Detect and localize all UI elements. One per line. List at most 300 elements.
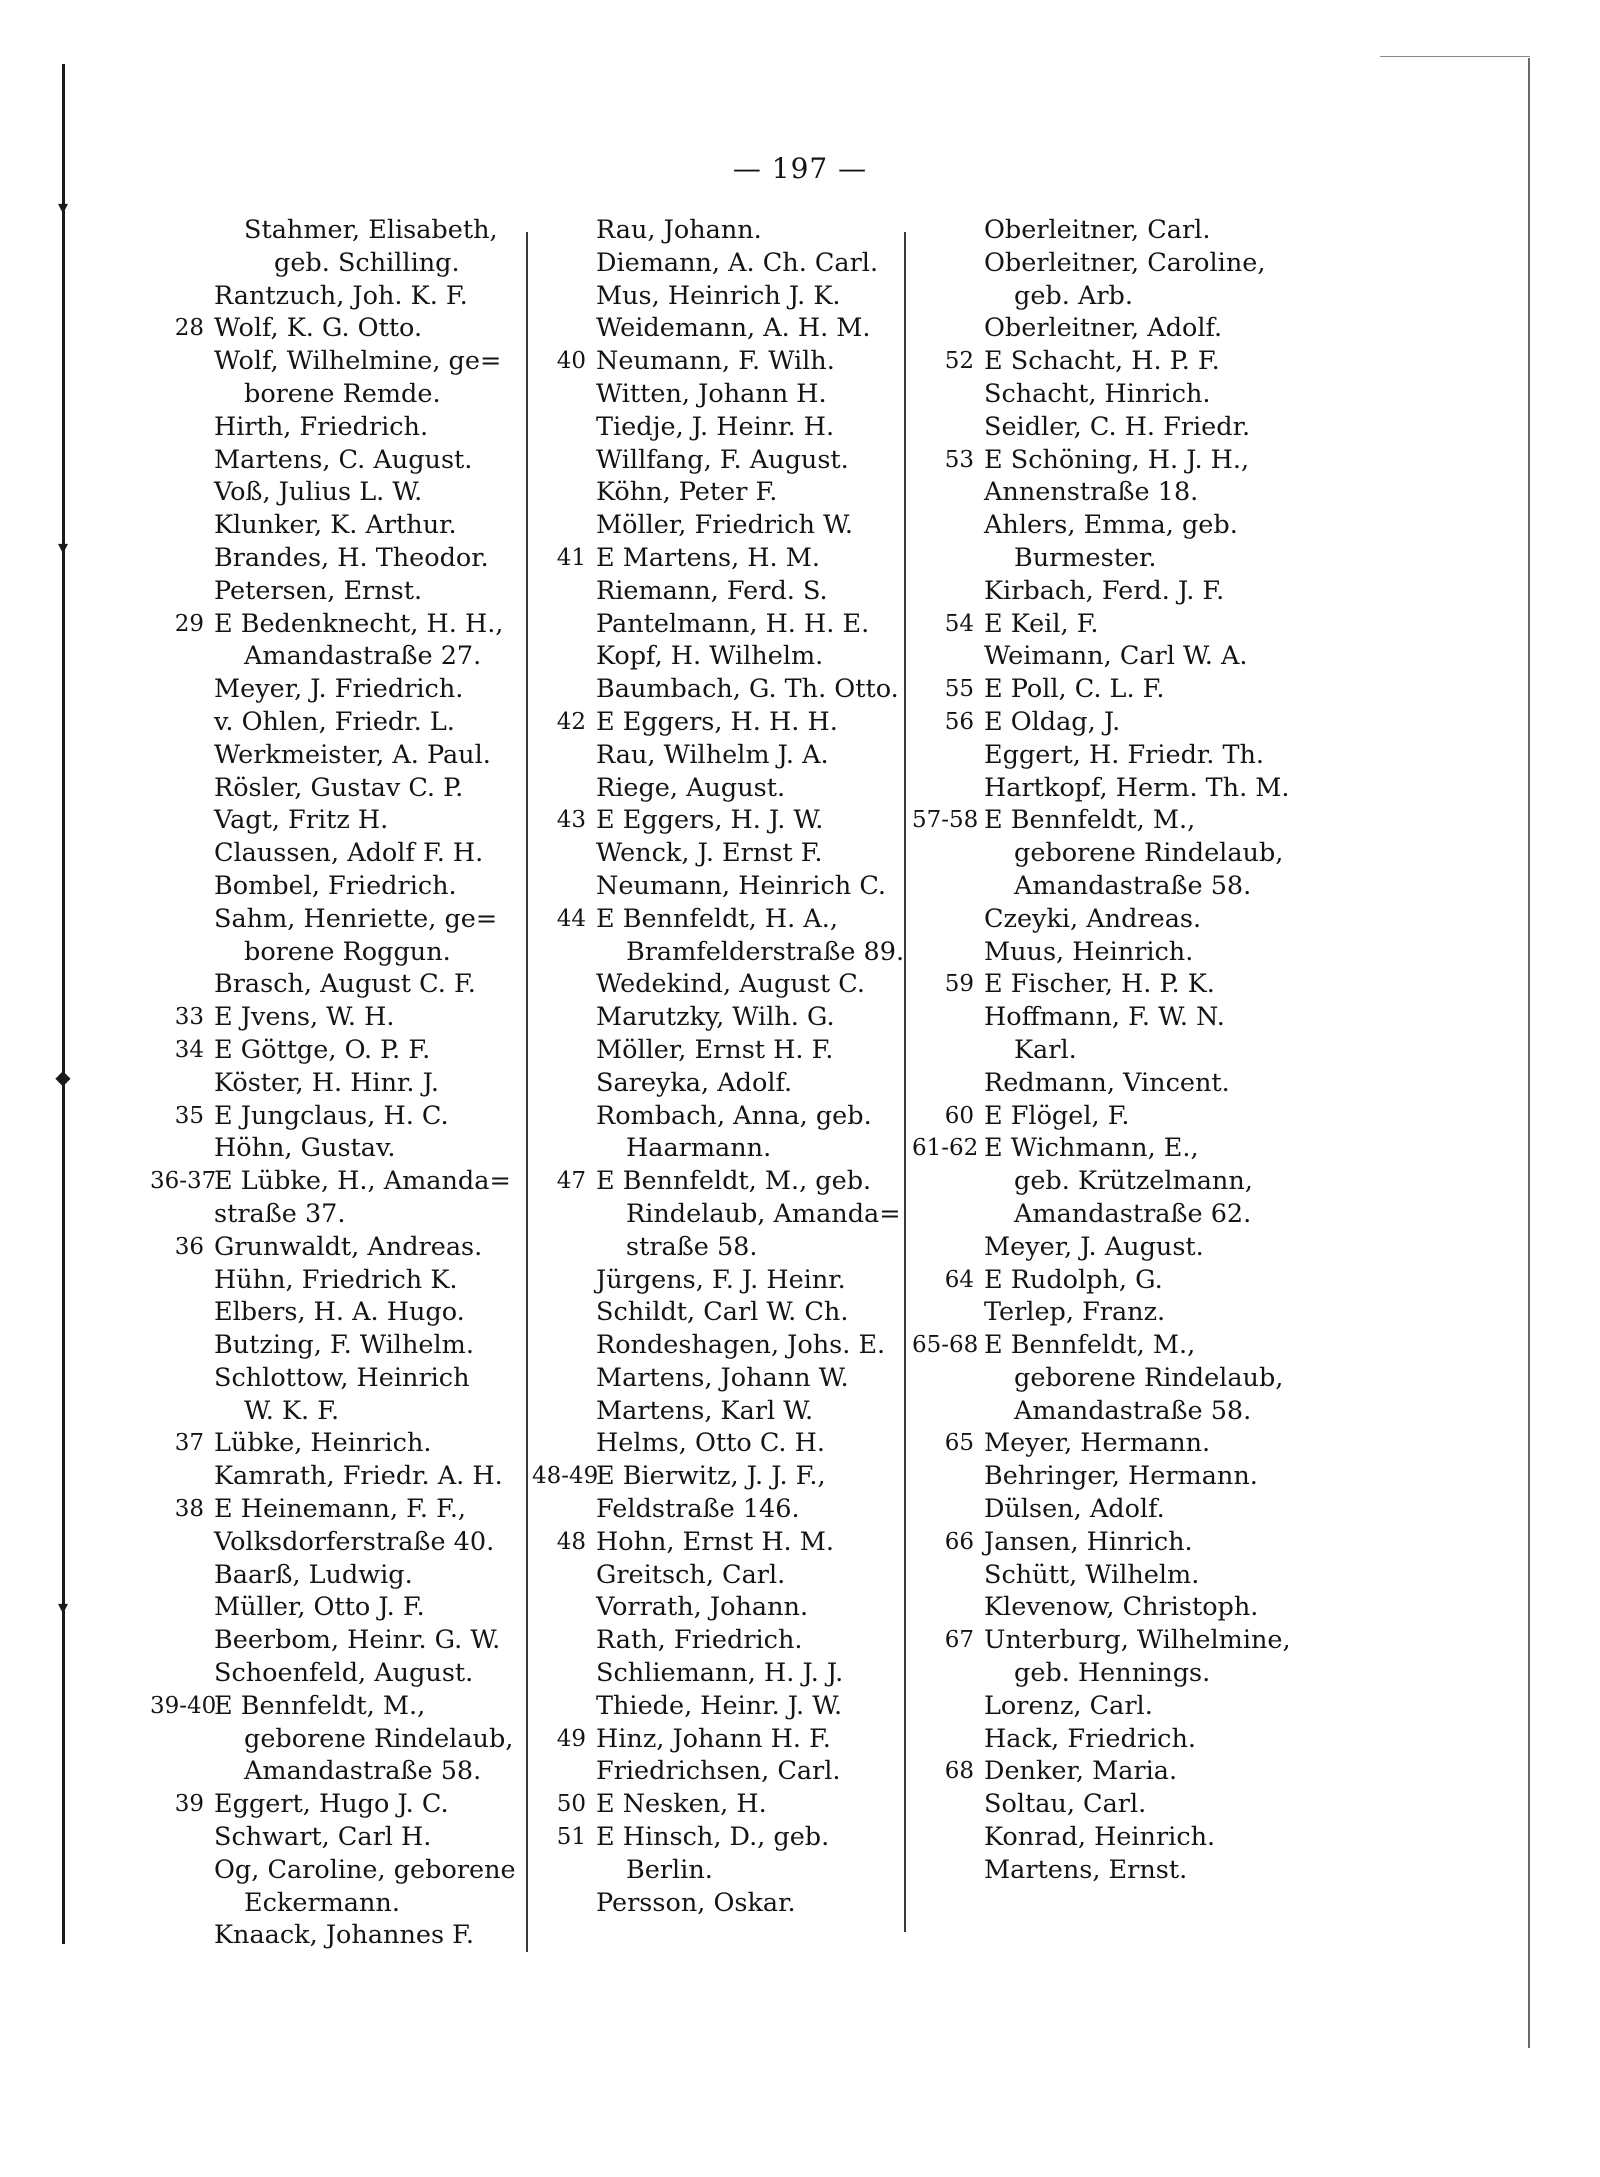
directory-entry	[150, 1132, 540, 1165]
directory-entry	[150, 608, 540, 641]
resident-name: Willfang, F. August.	[596, 444, 849, 475]
directory-entry	[150, 1919, 540, 1952]
resident-name: E Martens, H. M.	[596, 542, 820, 573]
resident-name: Amandastraße 62.	[1014, 1198, 1252, 1229]
directory-entry	[912, 640, 1312, 673]
directory-entry	[532, 1067, 912, 1100]
resident-name: E Oldag, J.	[984, 706, 1121, 737]
directory-entry	[912, 1067, 1312, 1100]
directory-entry	[150, 312, 540, 345]
resident-name: Wedekind, August C.	[596, 969, 865, 1000]
resident-name: Köhn, Peter F.	[596, 477, 778, 508]
resident-name: Vorrath, Johann.	[596, 1592, 809, 1623]
directory-entry	[532, 476, 912, 509]
resident-name: Soltau, Carl.	[984, 1789, 1147, 1820]
resident-name: Meyer, J. Friedrich.	[214, 674, 464, 705]
directory-entry	[532, 1395, 912, 1428]
binding-bullet-icon: ◆	[55, 1065, 71, 1089]
directory-entry	[912, 1460, 1312, 1493]
directory-entry	[532, 280, 912, 313]
directory-entry	[912, 837, 1312, 870]
directory-entry	[912, 378, 1312, 411]
directory-entry	[150, 936, 540, 969]
directory-entry	[150, 214, 540, 247]
directory-entry	[150, 1395, 540, 1428]
directory-entry	[532, 870, 912, 903]
resident-name: Baarß, Ludwig.	[214, 1559, 413, 1590]
directory-entry	[532, 837, 912, 870]
resident-name: E Göttge, O. P. F.	[214, 1034, 431, 1065]
directory-entry	[532, 1493, 912, 1526]
house-number: 37	[174, 1430, 204, 1457]
directory-entry	[150, 1001, 540, 1034]
house-number: 53	[944, 446, 974, 473]
directory-entry	[912, 1591, 1312, 1624]
resident-name: Schoenfeld, August.	[214, 1658, 474, 1689]
resident-name: Wolf, Wilhelmine, ge=	[214, 346, 502, 377]
resident-name: Köster, H. Hinr. J.	[214, 1067, 439, 1098]
resident-name: Hirth, Friedrich.	[214, 411, 429, 442]
resident-name: E Bennfeldt, H. A.,	[596, 903, 838, 934]
directory-entry	[150, 345, 540, 378]
directory-entry	[912, 1427, 1312, 1460]
house-number: 60	[944, 1102, 974, 1129]
directory-entry	[912, 673, 1312, 706]
resident-name: geb. Schilling.	[274, 247, 460, 278]
resident-name: Rau, Johann.	[596, 215, 762, 245]
resident-name: Thiede, Heinr. J. W.	[596, 1690, 843, 1721]
resident-name: Oberleitner, Carl.	[984, 215, 1211, 245]
resident-name: Konrad, Heinrich.	[984, 1822, 1216, 1853]
resident-name: Elbers, H. A. Hugo.	[214, 1297, 465, 1328]
resident-name: Beerbom, Heinr. G. W.	[214, 1625, 501, 1656]
resident-name: Burmester.	[1014, 542, 1157, 573]
directory-entry	[532, 1755, 912, 1788]
directory-entry	[912, 968, 1312, 1001]
resident-name: E Rudolph, G.	[984, 1264, 1163, 1295]
resident-name: Sahm, Henriette, ge=	[214, 903, 498, 934]
resident-name: Klevenow, Christoph.	[984, 1592, 1259, 1623]
directory-entry	[532, 1624, 912, 1657]
resident-name: E Flögel, F.	[984, 1100, 1130, 1131]
resident-name: Rondeshagen, Johs. E.	[596, 1330, 886, 1361]
directory-entry	[532, 804, 912, 837]
resident-name: Denker, Maria.	[984, 1756, 1178, 1787]
directory-entry	[912, 1296, 1312, 1329]
directory-entry	[532, 1100, 912, 1133]
directory-entry	[532, 1001, 912, 1034]
resident-name: Möller, Friedrich W.	[596, 510, 853, 541]
resident-name: geborene Rindelaub,	[1014, 838, 1284, 869]
page-header: — 197 —	[732, 152, 868, 185]
resident-name: Redmann, Vincent.	[984, 1067, 1230, 1098]
resident-name: Muus, Heinrich.	[984, 936, 1194, 967]
resident-name: Schwart, Carl H.	[214, 1822, 432, 1853]
directory-entry	[150, 1887, 540, 1920]
directory-entry	[532, 739, 912, 772]
directory-entry	[912, 509, 1312, 542]
directory-entry	[150, 1526, 540, 1559]
directory-entry	[912, 280, 1312, 313]
resident-name: Bombel, Friedrich.	[214, 870, 457, 901]
binding-arrow-icon: ▾	[57, 1595, 69, 1619]
directory-entry	[150, 640, 540, 673]
directory-entry	[532, 1264, 912, 1297]
directory-entry	[150, 1296, 540, 1329]
directory-entry	[532, 345, 912, 378]
resident-name: Feldstraße 146.	[596, 1494, 800, 1525]
directory-entry	[532, 1231, 912, 1264]
house-number: 48-49	[532, 1463, 599, 1490]
house-number: 66	[944, 1528, 974, 1555]
directory-entry	[150, 870, 540, 903]
resident-name: Wenck, J. Ernst F.	[596, 838, 823, 869]
directory-entry	[150, 1624, 540, 1657]
house-number: 28	[174, 315, 204, 342]
address-column-3	[912, 214, 1312, 1887]
resident-name: Schütt, Wilhelm.	[984, 1559, 1200, 1590]
resident-name: Müller, Otto J. F.	[214, 1592, 425, 1623]
resident-name: Vagt, Fritz H.	[214, 805, 389, 836]
resident-name: E Fischer, H. P. K.	[984, 969, 1215, 1000]
resident-name: Ahlers, Emma, geb.	[984, 510, 1238, 541]
resident-name: E Schöning, H. J. H.,	[984, 444, 1250, 475]
resident-name: Og, Caroline, geborene	[214, 1854, 516, 1885]
directory-entry	[912, 936, 1312, 969]
house-number: 47	[556, 1168, 586, 1195]
binding-edge	[62, 64, 65, 1944]
directory-entry	[150, 1100, 540, 1133]
directory-entry	[912, 312, 1312, 345]
resident-name: Schacht, Hinrich.	[984, 378, 1211, 409]
resident-name: Butzing, F. Wilhelm.	[214, 1330, 474, 1361]
resident-name: E Bierwitz, J. J. F.,	[596, 1461, 826, 1492]
directory-entry	[150, 476, 540, 509]
house-number: 36	[174, 1233, 204, 1260]
resident-name: E Lübke, H., Amanda=	[214, 1166, 511, 1197]
directory-entry	[912, 870, 1312, 903]
directory-entry	[150, 1198, 540, 1231]
resident-name: Dülsen, Adolf.	[984, 1494, 1165, 1525]
resident-name: Weidemann, A. H. M.	[596, 313, 871, 344]
directory-entry	[150, 1591, 540, 1624]
house-number: 44	[556, 905, 586, 932]
directory-entry	[150, 1165, 540, 1198]
resident-name: E Bennfeldt, M.,	[984, 1330, 1196, 1361]
directory-entry	[150, 411, 540, 444]
resident-name: Meyer, J. August.	[984, 1231, 1204, 1262]
resident-name: Riemann, Ferd. S.	[596, 575, 828, 606]
resident-name: Rombach, Anna, geb.	[596, 1100, 872, 1131]
resident-name: Hinz, Johann H. F.	[596, 1723, 831, 1754]
directory-entry	[532, 936, 912, 969]
directory-entry	[150, 673, 540, 706]
house-number: 35	[174, 1102, 204, 1129]
resident-name: Weimann, Carl W. A.	[984, 641, 1248, 672]
directory-entry	[532, 1821, 912, 1854]
directory-entry	[150, 1362, 540, 1395]
directory-entry	[532, 903, 912, 936]
directory-entry	[912, 214, 1312, 247]
directory-entry	[912, 608, 1312, 641]
resident-name: Martens, Karl W.	[596, 1395, 814, 1426]
directory-entry	[532, 1887, 912, 1920]
resident-name: Oberleitner, Caroline,	[984, 247, 1266, 278]
resident-name: Wolf, K. G. Otto.	[214, 313, 423, 344]
directory-entry	[912, 542, 1312, 575]
resident-name: Baumbach, G. Th. Otto.	[596, 674, 899, 705]
directory-entry	[912, 1198, 1312, 1231]
resident-name: Kopf, H. Wilhelm.	[596, 641, 824, 672]
resident-name: Schildt, Carl W. Ch.	[596, 1297, 849, 1328]
resident-name: Mus, Heinrich J. K.	[596, 280, 841, 311]
house-number: 51	[556, 1824, 586, 1851]
house-number: 38	[174, 1496, 204, 1523]
binding-arrow-icon: ▾	[57, 195, 69, 219]
resident-name: Schlottow, Heinrich	[214, 1362, 470, 1393]
resident-name: straße 58.	[626, 1231, 758, 1262]
resident-name: Seidler, C. H. Friedr.	[984, 411, 1251, 442]
house-number: 55	[944, 676, 974, 703]
directory-entry	[912, 1723, 1312, 1756]
resident-name: E Keil, F.	[984, 608, 1099, 639]
resident-name: Rath, Friedrich.	[596, 1625, 803, 1656]
house-number: 40	[556, 348, 586, 375]
resident-name: E Schacht, H. P. F.	[984, 346, 1220, 377]
resident-name: Martens, Ernst.	[984, 1854, 1188, 1885]
resident-name: Brasch, August C. F.	[214, 969, 476, 1000]
resident-name: Neumann, Heinrich C.	[596, 870, 887, 901]
resident-name: Voß, Julius L. W.	[214, 477, 423, 508]
directory-entry	[150, 1264, 540, 1297]
directory-entry	[150, 837, 540, 870]
directory-entry	[532, 640, 912, 673]
directory-entry	[912, 804, 1312, 837]
resident-name: Rösler, Gustav C. P.	[214, 772, 464, 803]
directory-entry	[150, 1493, 540, 1526]
house-number: 29	[174, 610, 204, 637]
resident-name: Lorenz, Carl.	[984, 1690, 1153, 1721]
directory-entry	[532, 1132, 912, 1165]
directory-entry	[912, 772, 1312, 805]
house-number: 50	[556, 1791, 586, 1818]
resident-name: Persson, Oskar.	[596, 1887, 796, 1918]
directory-entry	[912, 1100, 1312, 1133]
house-number: 42	[556, 708, 586, 735]
resident-name: Höhn, Gustav.	[214, 1133, 396, 1164]
resident-name: Meyer, Hermann.	[984, 1428, 1211, 1459]
directory-entry	[532, 673, 912, 706]
directory-entry	[150, 903, 540, 936]
house-number: 39	[174, 1791, 204, 1818]
house-number: 48	[556, 1528, 586, 1555]
directory-entry	[150, 1755, 540, 1788]
directory-entry	[150, 280, 540, 313]
resident-name: Lübke, Heinrich.	[214, 1428, 432, 1459]
resident-name: Klunker, K. Arthur.	[214, 510, 457, 541]
resident-name: borene Roggun.	[244, 936, 451, 967]
directory-entry	[532, 1591, 912, 1624]
resident-name: Rantzuch, Joh. K. F.	[214, 280, 468, 311]
directory-entry	[150, 804, 540, 837]
resident-name: E Nesken, H.	[596, 1789, 767, 1820]
resident-name: E Bedenknecht, H. H.,	[214, 608, 504, 639]
directory-entry	[532, 1690, 912, 1723]
directory-entry	[912, 1165, 1312, 1198]
directory-entry	[150, 247, 540, 280]
directory-entry	[532, 968, 912, 1001]
resident-name: Martens, C. August.	[214, 444, 473, 475]
directory-entry	[912, 706, 1312, 739]
directory-entry	[912, 1132, 1312, 1165]
resident-name: E Bennfeldt, M.,	[214, 1690, 426, 1721]
directory-entry	[912, 1526, 1312, 1559]
house-number: 41	[556, 544, 586, 571]
resident-name: Diemann, A. Ch. Carl.	[596, 247, 879, 278]
directory-entry	[532, 1788, 912, 1821]
resident-name: geb. Krützelmann,	[1014, 1166, 1253, 1197]
directory-entry	[912, 411, 1312, 444]
resident-name: Czeyki, Andreas.	[984, 903, 1202, 934]
resident-name: straße 37.	[214, 1198, 346, 1229]
resident-name: Amandastraße 58.	[1014, 870, 1252, 901]
resident-name: E Poll, C. L. F.	[984, 674, 1165, 705]
resident-name: Rindelaub, Amanda=	[626, 1198, 901, 1229]
address-column-2	[532, 214, 912, 1919]
directory-entry	[150, 706, 540, 739]
directory-entry	[912, 1395, 1312, 1428]
resident-name: E Wichmann, E.,	[984, 1133, 1199, 1164]
resident-name: Annenstraße 18.	[984, 477, 1199, 508]
directory-entry	[912, 1264, 1312, 1297]
resident-name: Hartkopf, Herm. Th. M.	[984, 772, 1290, 803]
directory-entry	[150, 444, 540, 477]
directory-entry	[532, 1296, 912, 1329]
directory-entry	[150, 1231, 540, 1264]
directory-entry	[532, 542, 912, 575]
directory-entry	[532, 1657, 912, 1690]
directory-entry	[912, 444, 1312, 477]
resident-name: Sareyka, Adolf.	[596, 1067, 793, 1098]
page-edge-right	[1528, 58, 1530, 2048]
house-number: 39-40	[150, 1692, 217, 1719]
resident-name: Eckermann.	[244, 1887, 400, 1918]
house-number: 59	[944, 971, 974, 998]
directory-entry	[912, 247, 1312, 280]
directory-entry	[150, 1821, 540, 1854]
directory-entry	[150, 1657, 540, 1690]
page-edge-top	[1380, 56, 1530, 57]
resident-name: Karl.	[1014, 1034, 1077, 1065]
directory-entry	[150, 1723, 540, 1756]
directory-entry	[150, 575, 540, 608]
house-number: 43	[556, 807, 586, 834]
directory-entry	[532, 509, 912, 542]
directory-entry	[532, 1526, 912, 1559]
house-number: 65	[944, 1430, 974, 1457]
directory-entry	[150, 1329, 540, 1362]
resident-name: Oberleitner, Adolf.	[984, 313, 1223, 344]
resident-name: Petersen, Ernst.	[214, 575, 423, 606]
resident-name: Jansen, Hinrich.	[984, 1526, 1193, 1557]
directory-entry	[532, 772, 912, 805]
directory-entry	[150, 1788, 540, 1821]
resident-name: Helms, Otto C. H.	[596, 1428, 825, 1459]
house-number: 65-68	[912, 1332, 979, 1359]
directory-entry	[912, 575, 1312, 608]
directory-entry	[912, 1657, 1312, 1690]
resident-name: Eggert, Hugo J. C.	[214, 1789, 449, 1820]
resident-name: Claussen, Adolf F. H.	[214, 838, 484, 869]
house-number: 34	[174, 1036, 204, 1063]
directory-entry	[150, 968, 540, 1001]
directory-entry	[912, 345, 1312, 378]
resident-name: Martens, Johann W.	[596, 1362, 849, 1393]
directory-entry	[532, 1854, 912, 1887]
resident-name: Terlep, Franz.	[984, 1297, 1166, 1328]
resident-name: Pantelmann, H. H. E.	[596, 608, 870, 639]
resident-name: Kirbach, Ferd. J. F.	[984, 575, 1225, 606]
directory-entry	[150, 739, 540, 772]
directory-entry	[912, 1821, 1312, 1854]
resident-name: Marutzky, Wilh. G.	[596, 1002, 835, 1033]
resident-name: Rau, Wilhelm J. A.	[596, 739, 829, 770]
directory-entry	[912, 1854, 1312, 1887]
resident-name: Schliemann, H. J. J.	[596, 1658, 844, 1689]
directory-entry	[150, 1067, 540, 1100]
directory-entry	[532, 1427, 912, 1460]
directory-entry	[532, 312, 912, 345]
resident-name: E Jvens, W. H.	[214, 1002, 395, 1033]
resident-name: Grunwaldt, Andreas.	[214, 1231, 483, 1262]
directory-entry	[912, 1690, 1312, 1723]
resident-name: Hack, Friedrich.	[984, 1723, 1196, 1754]
resident-name: E Hinsch, D., geb.	[596, 1822, 830, 1853]
resident-name: Amandastraße 27.	[244, 641, 482, 672]
directory-entry	[912, 1493, 1312, 1526]
directory-entry	[532, 247, 912, 280]
resident-name: Berlin.	[626, 1854, 713, 1885]
house-number: 52	[944, 348, 974, 375]
resident-name: Amandastraße 58.	[244, 1756, 482, 1787]
resident-name: geb. Arb.	[1014, 280, 1133, 311]
resident-name: Amandastraße 58.	[1014, 1395, 1252, 1426]
resident-name: W. K. F.	[244, 1395, 340, 1426]
directory-entry	[532, 1362, 912, 1395]
house-number: 64	[944, 1266, 974, 1293]
directory-entry	[150, 378, 540, 411]
house-number: 49	[556, 1725, 586, 1752]
resident-name: Bramfelderstraße 89.	[626, 936, 905, 967]
directory-entry	[532, 378, 912, 411]
house-number: 68	[944, 1758, 974, 1785]
directory-entry	[150, 1854, 540, 1887]
resident-name: E Bennfeldt, M., geb.	[596, 1166, 872, 1197]
directory-entry	[532, 411, 912, 444]
directory-entry	[532, 1198, 912, 1231]
directory-entry	[150, 1034, 540, 1067]
directory-entry	[532, 1460, 912, 1493]
address-column-1	[150, 214, 540, 1952]
resident-name: Greitsch, Carl.	[596, 1559, 786, 1590]
directory-entry	[912, 1788, 1312, 1821]
resident-name: Eggert, H. Friedr. Th.	[984, 739, 1265, 770]
directory-entry	[912, 1034, 1312, 1067]
resident-name: geb. Hennings.	[1014, 1658, 1211, 1689]
house-number: 33	[174, 1004, 204, 1031]
resident-name: E Jungclaus, H. C.	[214, 1100, 449, 1131]
resident-name: E Eggers, H. H. H.	[596, 706, 838, 737]
